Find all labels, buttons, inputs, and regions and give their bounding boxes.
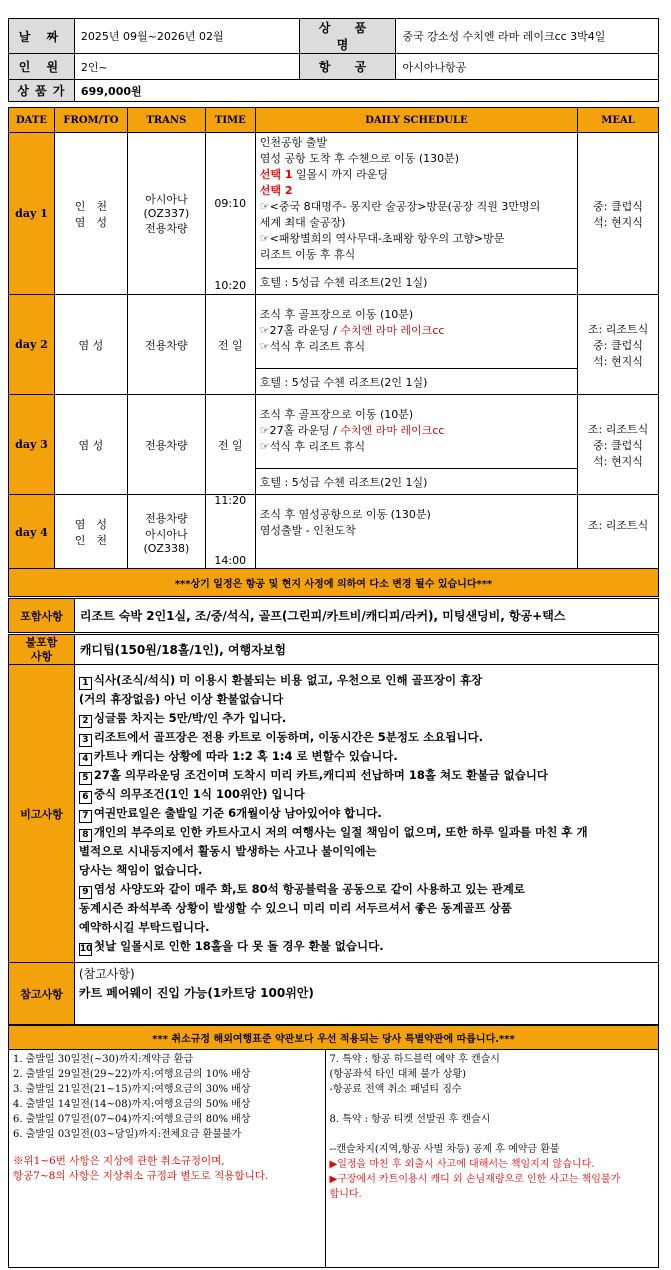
- remark-item: [79, 937, 654, 956]
- day-label: day 4: [9, 495, 55, 570]
- day-schedule: 조식 후 염성공항으로 이동 (130분) 염성출발 - 인천도착: [255, 495, 577, 570]
- remark-text: 식사(조식/석식) 미 이용시 환불되는 비용 없고, 우천으로 인해 골프장이 휴장: [93, 673, 483, 687]
- golf-course-name: 수치엔 라마 레이크cc: [340, 324, 445, 337]
- col-daily: DAILY SCHEDULE: [255, 108, 577, 133]
- remark-text: 리조트에서 골프장은 전용 카트로 이동하며, 이동시간은 5분정도 소요됩니다.: [93, 730, 484, 744]
- remark-item: [79, 823, 654, 842]
- day-schedule: 인천공항 출발 염성 공항 도착 후 수첸으로 이동 (130분) 선택 1 일몰시 까지 라운딩 선택 2 ☞<중국 8대명주- 몽지란 술공장>방문(공장 직원 3만명의 세계 최대 술공장) ☞<패왕별희의 역사무대-초패왕 항우의 고향>방문 리조트 이동 후 휴식: [255, 133, 577, 269]
- cancel-banner: *** 취소규정 해외여행표준 약관보다 우선 적용되는 당사 특별약관에 따릅니다.***: [9, 1026, 659, 1050]
- remark-number-badge: 7: [79, 810, 92, 823]
- golf-course-name: 수치엔 라마 레이크cc: [340, 424, 445, 437]
- remark-item: [79, 842, 654, 861]
- day-transport: 전용차량: [127, 295, 205, 395]
- remark-text: 싱글룸 차지는 5만/박/인 추가 입니다.: [93, 711, 287, 725]
- day-meals: 중: 클럽식 석: 현지식: [578, 133, 659, 295]
- remark-number-badge: 4: [79, 753, 92, 766]
- day-hotel: 호텔 : 5성급 수첸 리조트(2인 1실): [255, 469, 577, 495]
- remark-item: [79, 804, 654, 823]
- airline-label: 항 공: [299, 54, 396, 80]
- remark-text: 27홀 의무라운딩 조건이며 도착시 미리 카트,캐디피 선납하며 18홀 쳐도 환불금 없습니다: [93, 768, 549, 782]
- includes-value: 리조트 숙박 2인1실, 조/중/석식, 골프(그린피/카트비/캐디피/라커), 미팅샌딩비, 항공+택스: [74, 599, 658, 633]
- remark-text: 예약하시길 부탁드립니다.: [78, 920, 210, 934]
- product-header-table: [8, 18, 659, 102]
- remark-item: [79, 918, 654, 937]
- day-transport: 아시아나 (OZ337) 전용차량: [127, 133, 205, 295]
- day-time: 09:10 10:20: [205, 133, 255, 295]
- reference-label: 참고사항: [9, 963, 75, 1025]
- cancel-right: 7. 특약 : 항공 하드블럭 예약 후 캔슬시 (항공좌석 타인 대체 불가 상황) -항공료 전액 취소 패널티 징수 8. 특약 : 항공 티켓 선발권 후 캔슬시 --캔슬차지(지역,항공 사별 차등) 공제 후 예약금 환불 ▶일정을 마친 후 외출시 사고에 대해서는 책임지지 않습니다. ▶구장에서 카트이용시 캐디 외 손님재량으로 인한 사고는 책임불가 합니다.: [325, 1050, 658, 1268]
- remark-number-badge: 5: [79, 772, 92, 785]
- day-route: 염 성: [54, 295, 127, 395]
- day-meals: 조: 리조트식: [578, 495, 659, 570]
- remark-text: 당사는 책임이 없습니다.: [78, 863, 203, 877]
- cancel-policy-table: [8, 1025, 659, 1268]
- schedule-table: [8, 107, 659, 570]
- remark-number-badge: 10: [79, 944, 93, 954]
- remark-text: 개인의 부주의로 인한 카트사고시 저의 여행사는 일절 책임이 없으며, 또한 하루 일과를 마친 후 개: [93, 825, 588, 839]
- schedule-change-notice: ***상기 일정은 항공 및 현지 사정에 의하여 다소 변경 될수 있습니다***: [9, 569, 659, 597]
- option-1: 선택 1: [259, 168, 293, 181]
- remark-item: [79, 747, 654, 766]
- schedule-header-row: [9, 108, 659, 133]
- col-time: TIME: [205, 108, 255, 133]
- airline-value: 아시아나항공: [396, 54, 659, 80]
- day-route: 염 성: [54, 395, 127, 495]
- remark-item: [79, 785, 654, 804]
- remark-number-badge: 1: [79, 677, 92, 690]
- people-value: 2인~: [74, 54, 299, 80]
- day-meals: 조: 리조트식 중: 클럽식 석: 현지식: [578, 295, 659, 395]
- remark-text: 중식 의무조건(1인 1식 100위안) 입니다: [93, 787, 305, 801]
- remark-number-badge: 8: [79, 829, 92, 842]
- excludes-value: 캐디팁(150원/18홀/1인), 여행자보험: [74, 635, 658, 665]
- remark-number-badge: 6: [79, 791, 92, 804]
- day-time: 전 일: [205, 395, 255, 495]
- remark-text: 첫날 일몰시로 인한 18홀을 다 못 돌 경우 환불 없습니다.: [93, 939, 384, 953]
- product-value: 중국 강소성 수치엔 라마 레이크cc 3박4일: [396, 19, 659, 54]
- col-trans: TRANS: [127, 108, 205, 133]
- remark-text: (거의 휴장없음) 아닌 이상 환불없습니다: [78, 692, 284, 706]
- day-meals: 조: 리조트식 중: 클럽식 석: 현지식: [578, 395, 659, 495]
- day-transport: 전용차량: [127, 395, 205, 495]
- product-label: 상 품 명: [299, 19, 396, 54]
- day-label: day 3: [9, 395, 55, 495]
- day-schedule: 조식 후 골프장으로 이동 (10분) ☞27홀 라운딩 / 수치엔 라마 레이크cc ☞석식 후 리조트 휴식: [255, 395, 577, 469]
- remark-item: [79, 766, 654, 785]
- date-label: 날 짜: [9, 19, 75, 54]
- remark-number-badge: 9: [79, 886, 92, 899]
- remark-text: 카트나 캐디는 상황에 따라 1:2 혹 1:4 로 변할수 있습니다.: [93, 749, 398, 763]
- col-date: DATE: [9, 108, 55, 133]
- col-fromto: FROM/TO: [54, 108, 127, 133]
- remark-item: [79, 671, 654, 690]
- remark-number-badge: 3: [79, 734, 92, 747]
- day-route: 염 성 인 천: [54, 495, 127, 570]
- remark-item: [79, 899, 654, 918]
- remark-text: 동계시즌 좌석부족 상황이 발생할 수 있으니 미리 미리 서두르셔서 좋은 동계골프 상품: [78, 901, 512, 915]
- day-label: day 1: [9, 133, 55, 295]
- reference-value: (참고사항) 카트 페어웨이 진입 가능(1카트당 100위안): [74, 963, 658, 1025]
- price-label: 상 품 가: [9, 80, 75, 102]
- day-time: 전 일: [205, 295, 255, 395]
- cancel-left: 1. 출발일 30일전(~30)까지:계약금 환급 2. 출발일 29일전(29~22)까지:여행요금의 10% 배상 3. 출발일 21일전(21~15)까지:여행요금의 30% 배상 4. 출발일 14일전(14~08)까지:여행요금의 50% 배상 6. 출발일 07일전(07~04)까지:여행요금의 80% 배상 6. 출발일 03일전(03~당일)까지:전체요금 환불불가 ※위1~6번 사항은 지상에 관한 취소규정이며, 항공7~8의 사항은 지상취소 규정과 별도로 적용합니다.: [9, 1050, 326, 1268]
- remark-item: [79, 728, 654, 747]
- remark-item: [79, 709, 654, 728]
- remark-item: [79, 861, 654, 880]
- remark-text: 별적으로 시내등지에서 활동시 발생하는 사고나 불이익에는: [78, 844, 377, 858]
- price-value: 699,000원: [74, 80, 658, 102]
- day-hotel: 호텔 : 5성급 수첸 리조트(2인 1실): [255, 269, 577, 295]
- day-transport: 전용차량 아시아나 (OZ338): [127, 495, 205, 570]
- day-hotel: 호텔 : 5성급 수첸 리조트(2인 1실): [255, 369, 577, 395]
- remark-item: [79, 880, 654, 899]
- remark-item: [79, 690, 654, 709]
- notes-table: [8, 568, 659, 1025]
- excludes-label: 불포함 사항: [9, 635, 75, 665]
- day-time: 11:20 14:00: [205, 495, 255, 570]
- remarks-list: [74, 665, 658, 963]
- date-value: 2025년 09월~2026년 02월: [74, 19, 299, 54]
- people-label: 인 원: [9, 54, 75, 80]
- day-schedule: 조식 후 골프장으로 이동 (10분) ☞27홀 라운딩 / 수치엔 라마 레이크cc ☞석식 후 리조트 휴식: [255, 295, 577, 369]
- day-route: 인 천 염 성: [54, 133, 127, 295]
- option-2: 선택 2: [259, 184, 293, 197]
- remark-number-badge: 2: [79, 715, 92, 728]
- includes-label: 포함사항: [9, 599, 75, 633]
- remark-text: 염성 사양도와 같이 매주 화,토 80석 항공블럭을 공동으로 같이 사용하고 있는 관계로: [93, 882, 525, 896]
- day-label: day 2: [9, 295, 55, 395]
- remark-text: 여권만료일은 출발일 기준 6개월이상 남아있어야 합니다.: [93, 806, 382, 820]
- remarks-label: 비고사항: [9, 665, 75, 963]
- col-meal: MEAL: [578, 108, 659, 133]
